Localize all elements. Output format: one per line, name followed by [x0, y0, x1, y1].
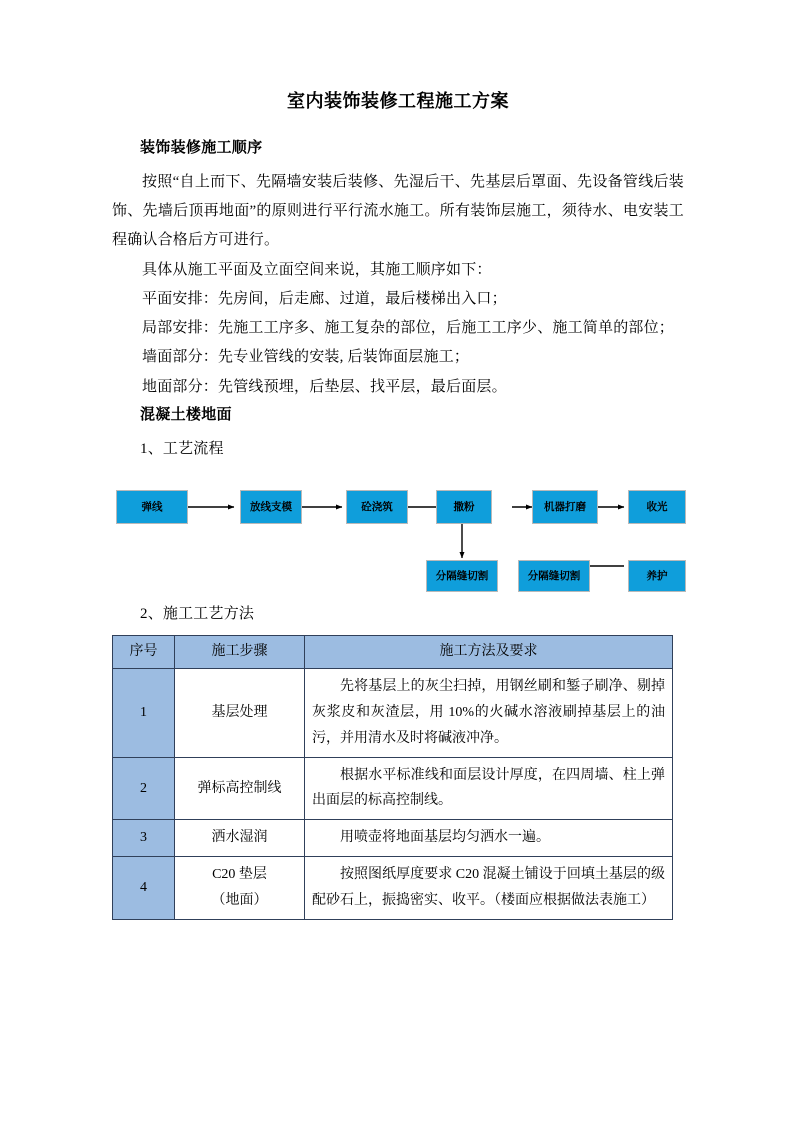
flow-node-label: 放线支模 — [250, 501, 292, 514]
cell-step: 基层处理 — [175, 668, 305, 757]
table-header-row — [113, 636, 673, 669]
cell-step: 洒水湿润 — [175, 820, 305, 857]
page-title: 室内装饰装修工程施工方案 — [287, 91, 509, 111]
flow-node-label: 机器打磨 — [544, 501, 586, 514]
flow-node-safen — [436, 490, 492, 524]
construction-method-table — [112, 635, 673, 920]
cell-step-line1: C20 垫层 — [212, 867, 267, 883]
paragraph-plan-arrangement: 平面安排：先房间，后走廊、过道，最后楼梯出入口； — [142, 290, 507, 307]
cell-step: 弹标高控制线 — [175, 757, 305, 820]
flow-node-label: 弹线 — [141, 501, 163, 514]
section-heading-construction-sequence: 装饰装修施工顺序 — [140, 140, 263, 156]
cell-no: 3 — [113, 820, 175, 857]
flow-node-label: 收光 — [646, 501, 668, 514]
flow-node-label: 撒粉 — [453, 501, 475, 514]
subheading-process-flow: 1、工艺流程 — [140, 440, 224, 457]
flow-node-label: 养护 — [646, 570, 668, 583]
process-flowchart — [112, 476, 684, 594]
cell-desc: 用喷壶将地面基层均匀洒水一遍。 — [305, 820, 673, 857]
document-content — [112, 88, 684, 920]
paragraph-principle: 按照“自上而下、先隔墙安装后装修、先湿后干、先基层后罩面、先设备管线后装饰、先墙后顶再地面”的原则进行平行流水施工。所有装饰层施工，须待水、电安装工程确认合格后方可进行。 — [112, 173, 684, 249]
paragraph-floor-section: 地面部分：先管线预埋，后垫层、找平层，最后面层。 — [142, 378, 507, 395]
table-header-desc: 施工方法及要求 — [305, 636, 673, 669]
flow-node-label: 分隔缝切割 — [527, 570, 581, 583]
table-header-step: 施工步骤 — [175, 636, 305, 669]
cell-desc: 先将基层上的灰尘扫掉，用钢丝刷和錾子刷净、剔掉灰浆皮和灰渣层，用 10%的火碱水溶液刷掉基层上的油污，并用清水及时将碱液冲净。 — [305, 668, 673, 757]
flow-node-fengefeng-qiege-1 — [426, 560, 498, 592]
cell-desc: 根据水平标准线和面层设计厚度，在四周墙、柱上弹出面层的标高控制线。 — [305, 757, 673, 820]
paragraph-wall-section: 墙面部分：先专业管线的安装, 后装饰面层施工； — [142, 349, 470, 366]
table-row — [113, 857, 673, 920]
cell-step-line2: （地面） — [211, 893, 268, 909]
table-row — [113, 668, 673, 757]
table-header-no: 序号 — [113, 636, 175, 669]
flow-node-label: 分隔缝切割 — [435, 570, 489, 583]
subheading-construction-method: 2、施工工艺方法 — [140, 605, 255, 622]
cell-desc: 按照图纸厚度要求 C20 混凝土铺设于回填土基层的级配砂石上，振捣密实、收平。（楼面应根据做法表施工） — [305, 857, 673, 920]
cell-step — [175, 857, 305, 920]
flow-node-label: 砼浇筑 — [361, 501, 393, 514]
flow-node-jiqi-damo — [532, 490, 598, 524]
paragraph-sequence-intro: 具体从施工平面及立面空间来说，其施工顺序如下： — [142, 261, 492, 278]
section-heading-concrete-floor: 混凝土楼地面 — [140, 406, 232, 423]
flow-node-fangxian-zhimo — [240, 490, 302, 524]
cell-no: 4 — [113, 857, 175, 920]
flow-node-fengefeng-qiege-2 — [518, 560, 590, 592]
paragraph-local-arrangement: 局部安排：先施工工序多、施工复杂的部位，后施工工序少、施工简单的部位； — [142, 320, 675, 336]
flow-node-shouguang — [628, 490, 686, 524]
flow-node-danxian — [116, 490, 188, 524]
cell-no: 2 — [113, 757, 175, 820]
cell-no: 1 — [113, 668, 175, 757]
flow-node-tong-jiaozhu — [346, 490, 408, 524]
flow-node-yanghu — [628, 560, 686, 592]
table-row — [113, 820, 673, 857]
table-row — [113, 757, 673, 820]
